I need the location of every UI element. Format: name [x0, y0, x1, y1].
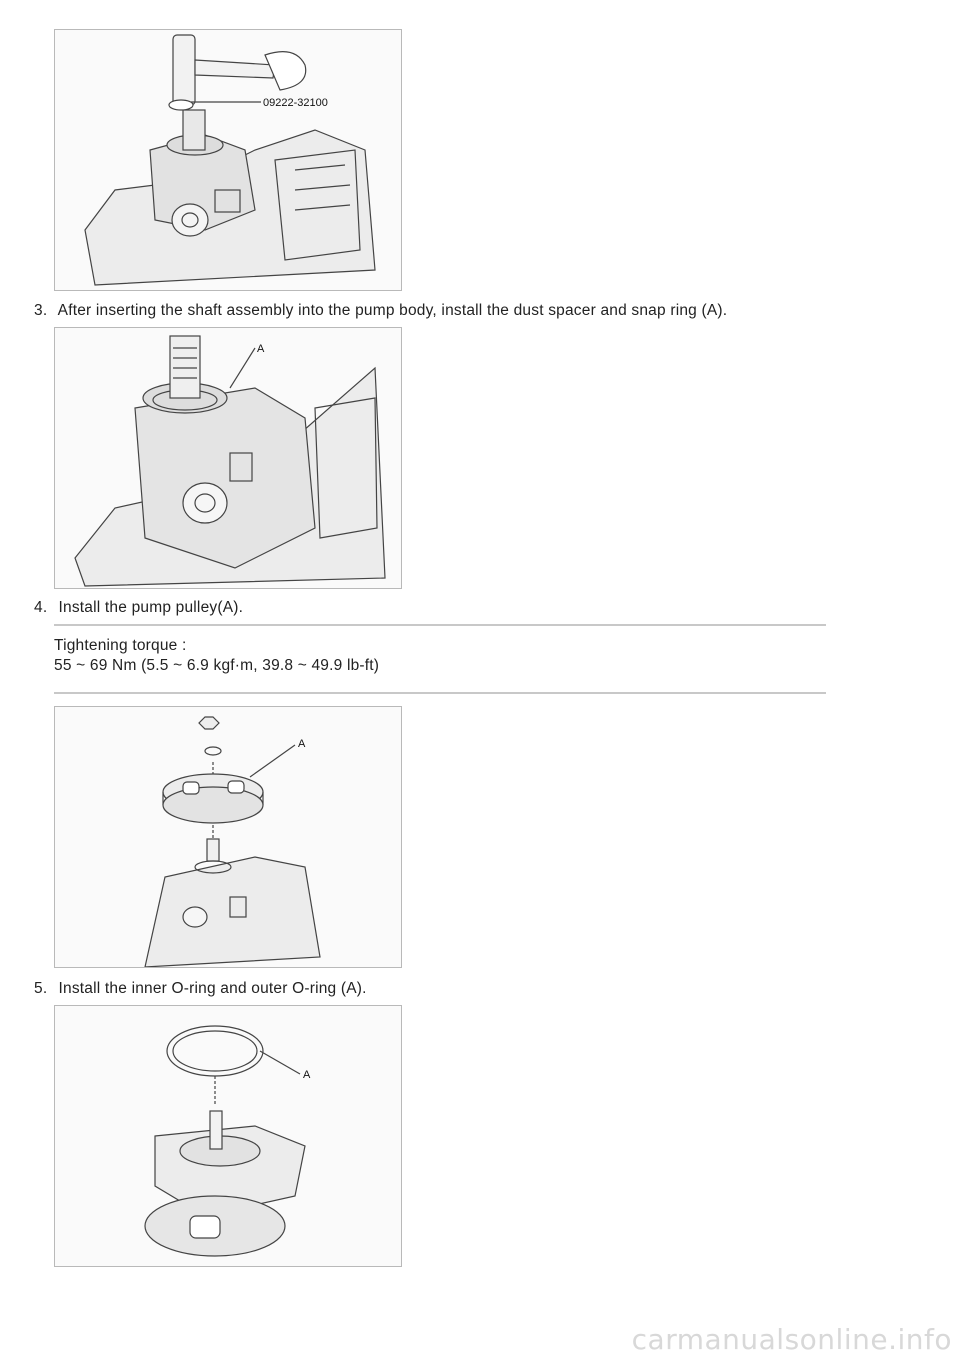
figure-pump-pulley — [54, 706, 402, 968]
step-number: 4. — [34, 599, 48, 616]
step-text: After inserting the shaft assembly into the pump body, install the dust spacer and snap ring (A). — [57, 302, 728, 319]
step-4 — [34, 599, 243, 617]
step-5 — [34, 980, 367, 998]
o-ring-illustration — [55, 1006, 401, 1266]
step-3 — [34, 302, 727, 320]
step-number: 3. — [34, 302, 48, 319]
figure-snap-ring — [54, 327, 402, 589]
figure-seal-installer — [54, 29, 402, 291]
spec-value: 55 ~ 69 Nm (5.5 ~ 6.9 kgf·m, 39.8 ~ 49.9 lb-ft) — [54, 657, 380, 674]
step-text: Install the pump pulley(A). — [58, 599, 244, 616]
figure-o-ring — [54, 1005, 402, 1267]
step-number: 5. — [34, 980, 48, 997]
torque-spec-box — [54, 624, 826, 694]
seal-installer-illustration — [55, 30, 401, 290]
o-ring-callout: A — [303, 1069, 311, 1081]
spec-top-rule — [54, 624, 826, 626]
spec-bottom-rule — [54, 692, 826, 694]
step-text: Install the inner O-ring and outer O-ring (A). — [58, 980, 367, 997]
pulley-callout: A — [298, 738, 306, 750]
tool-callout: 09222-32100 — [263, 97, 328, 109]
spec-label: Tightening torque : — [54, 637, 187, 654]
pump-pulley-illustration — [55, 707, 401, 967]
snap-ring-illustration — [55, 328, 401, 588]
snap-ring-callout: A — [257, 343, 265, 355]
watermark: carmanualsonline.info — [631, 1323, 952, 1356]
